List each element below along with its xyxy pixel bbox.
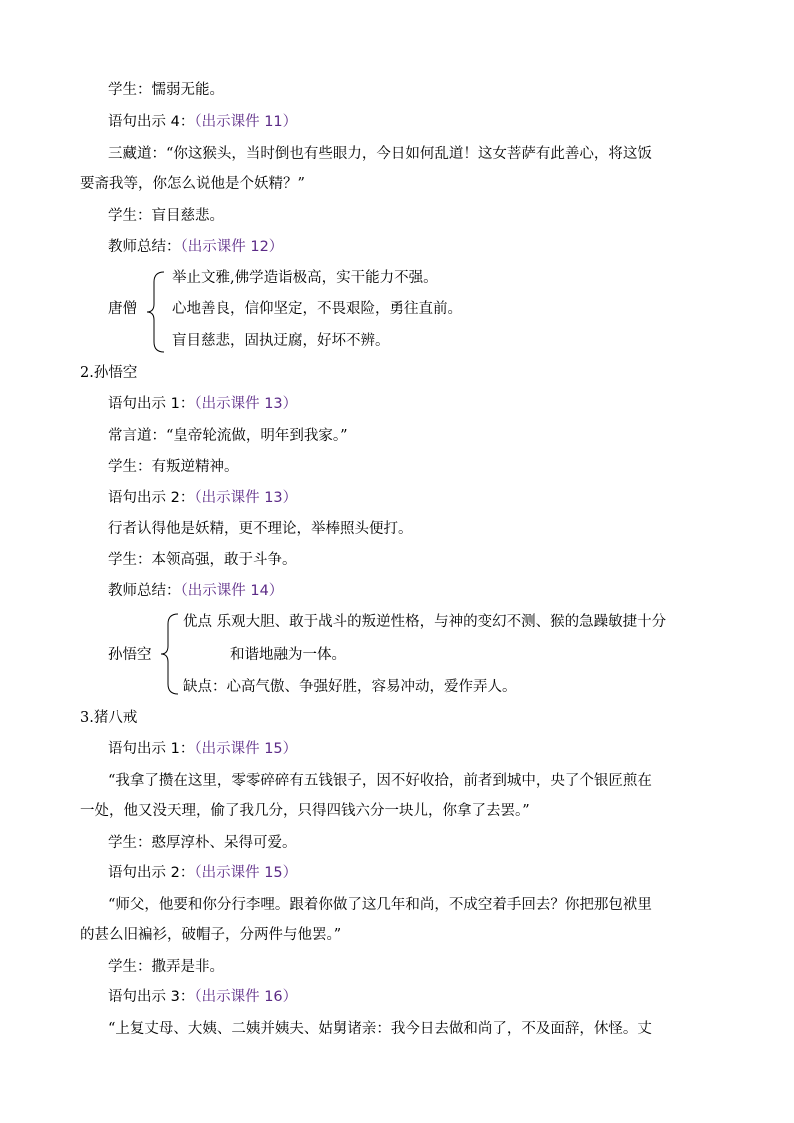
text-line: 学生：懦弱无能。 (108, 82, 224, 98)
text-line: 学生：本领高强，敢于斗争。 (108, 552, 297, 568)
courseware-tag: （出示课件 13） (194, 490, 298, 506)
brace-item: 和谐地融为一体。 (230, 647, 346, 663)
sentence-label: 语句出示 1： (108, 741, 195, 757)
text-line (108, 987, 297, 1007)
courseware-tag: （出示课件 16） (194, 989, 298, 1005)
brace-label: 唐僧 (108, 301, 137, 317)
brace-label: 孙悟空 (108, 647, 152, 663)
courseware-tag: （出示课件 15） (194, 865, 298, 881)
text-line: 学生：撒弄是非。 (108, 959, 224, 975)
text-line: 行者认得他是妖精，更不理论，举棒照头便打。 (108, 521, 413, 537)
brace-item: 缺点：心高气傲、争强好胜，容易冲动，爱作弄人。 (183, 679, 517, 695)
brace-item: 心地善良，信仰坚定，不畏艰险，勇往直前。 (172, 301, 462, 317)
text-line (108, 581, 283, 601)
courseware-tag: （出示课件 11） (194, 114, 298, 130)
text-line: 学生：有叛逆精神。 (108, 459, 239, 475)
brace-icon (144, 270, 166, 354)
section-heading: 3.猪八戒 (80, 710, 138, 726)
section-heading: 2.孙悟空 (80, 365, 138, 381)
summary-label: 教师总结： (108, 583, 181, 599)
brace-item: 盲目慈悲，固执迂腐，好坏不辨。 (172, 333, 390, 349)
text-line: 的甚么旧褊衫，破帽子，分两件与他罢。” (80, 927, 342, 943)
brace-item: 举止文雅,佛学造诣极高，实干能力不强。 (172, 270, 438, 286)
text-line (108, 394, 297, 414)
text-line (108, 237, 283, 257)
text-line (108, 739, 297, 759)
brace-icon (158, 612, 180, 696)
sentence-label: 语句出示 1： (108, 396, 195, 412)
courseware-tag: （出示课件 12） (180, 239, 284, 255)
sentence-label: 语句出示 2： (108, 490, 195, 506)
courseware-tag: （出示课件 15） (194, 741, 298, 757)
sentence-label: 语句出示 4： (108, 114, 195, 130)
text-line: 学生：憨厚淳朴、呆得可爱。 (108, 835, 297, 851)
courseware-tag: （出示课件 13） (194, 396, 298, 412)
sentence-label: 语句出示 2： (108, 865, 195, 881)
text-line: “师父，他要和你分行李哩。跟着你做了这几年和尚，不成空着手回去？你把那包袱里 (108, 897, 652, 913)
text-line: “上复丈母、大姨、二姨并姨夫、姑舅诸亲：我今日去做和尚了，不及面辞，休怪。丈 (108, 1021, 652, 1037)
text-line (108, 488, 297, 508)
text-line (108, 863, 297, 883)
text-line: 一处，他又没天理，偷了我几分，只得四钱六分一块儿，你拿了去罢。” (80, 803, 530, 819)
brace-item: 优点 乐观大胆、敢于战斗的叛逆性格，与神的变幻不测、猴的急躁敏捷十分 (183, 614, 667, 630)
text-line (108, 112, 297, 132)
courseware-tag: （出示课件 14） (180, 583, 284, 599)
text-line: “我拿了攒在这里，零零碎碎有五钱银子，因不好收拾，前者到城中，央了个银匠煎在 (108, 773, 652, 789)
text-line: 要斋我等，你怎么说他是个妖精？” (80, 176, 305, 192)
sentence-label: 语句出示 3： (108, 989, 195, 1005)
summary-label: 教师总结： (108, 239, 181, 255)
text-line: 学生：盲目慈悲。 (108, 208, 224, 224)
text-line: 常言道：“皇帝轮流做，明年到我家。” (108, 428, 348, 444)
text-line: 三藏道：“你这猴头，当时倒也有些眼力，今日如何乱道！这女菩萨有此善心，将这饭 (108, 146, 652, 162)
